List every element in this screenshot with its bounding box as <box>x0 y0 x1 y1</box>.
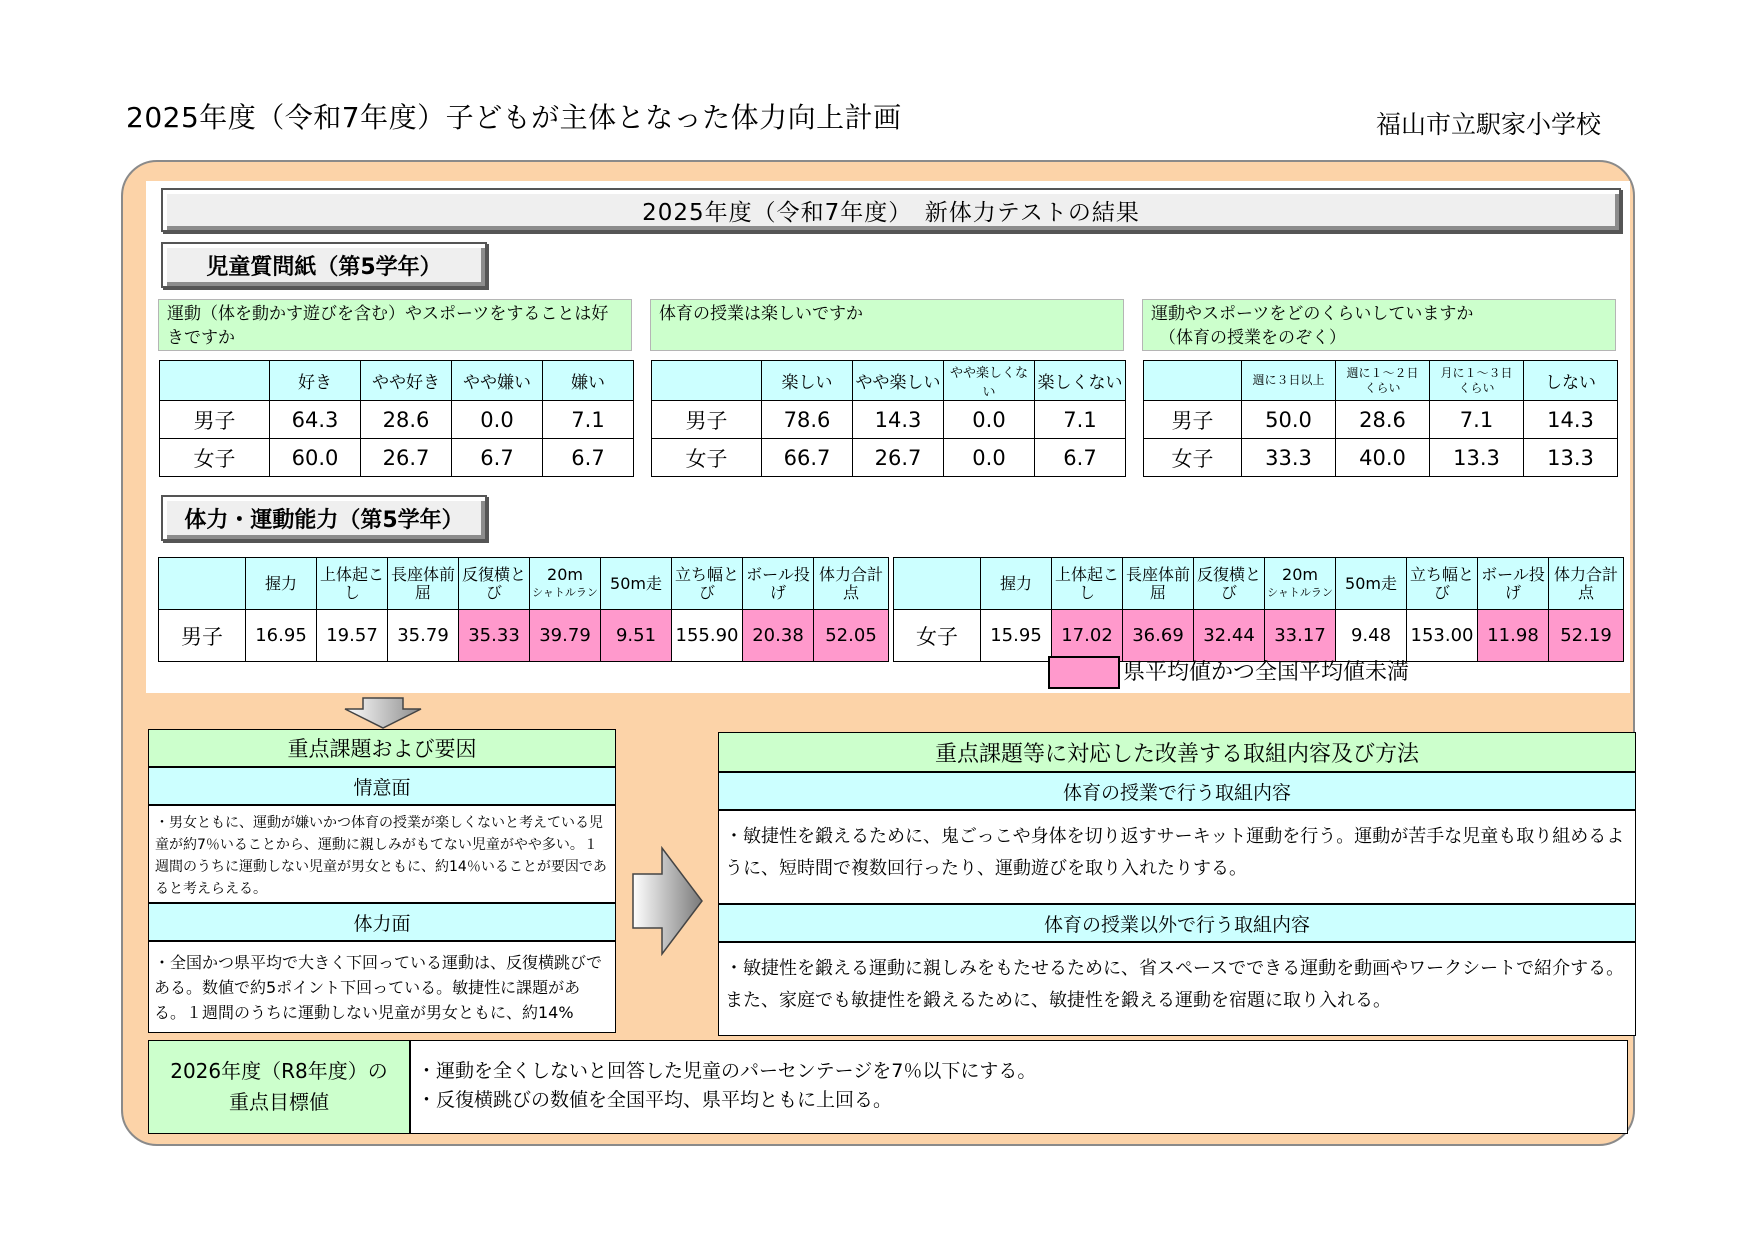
table-row <box>894 610 1624 662</box>
fitness-cell: 35.79 <box>388 610 459 662</box>
header-line: 週に１～２日 <box>1346 365 1419 380</box>
header-cell <box>530 558 601 610</box>
header-cell: 体力合計点 <box>1549 558 1624 610</box>
header-cell: ボール投げ <box>743 558 814 610</box>
header-cell: ボール投げ <box>1478 558 1549 610</box>
table-header-row <box>894 558 1624 610</box>
header-cell <box>652 361 762 401</box>
header-cell: 握力 <box>246 558 317 610</box>
emotional-text: ・男女ともに、運動が嫌いかつ体育の授業が楽しくないと考えている児童が約7％いることから、運動に親しみがもてない児童がやや多い。１週間のうちに運動しない児童が男女ともに、約14％いることが要因であると考えらえる。 <box>148 805 616 903</box>
fitness-cell: 15.95 <box>981 610 1052 662</box>
header-cell <box>1265 558 1336 610</box>
table-cell: 6.7 <box>452 439 543 477</box>
fitness-cell: 52.19 <box>1549 610 1624 662</box>
table-cell: 0.0 <box>944 439 1035 477</box>
questionnaire-heading: 児童質問紙（第5学年） <box>161 242 487 288</box>
table-cell: 66.7 <box>762 439 853 477</box>
table-row <box>1144 439 1618 477</box>
header-subline: シャトルラン <box>532 585 598 599</box>
school-name: 福山市立駅家小学校 <box>1376 110 1602 139</box>
other-heading: 体育の授業以外で行う取組内容 <box>718 904 1636 942</box>
fitness-cell: 11.98 <box>1478 610 1549 662</box>
fitness-cell: 32.44 <box>1194 610 1265 662</box>
header-cell: 嫌い <box>543 361 634 401</box>
header-cell: 好き <box>270 361 361 401</box>
header-subline: くらい <box>1364 380 1401 395</box>
right-arrow-icon <box>632 846 704 956</box>
table-cell: 64.3 <box>270 401 361 439</box>
table-cell: 13.3 <box>1524 439 1618 477</box>
row-label: 男子 <box>159 610 246 662</box>
fitness-table-girls <box>893 557 1624 662</box>
header-cell: 週に３日以上 <box>1242 361 1336 401</box>
header-cell: 立ち幅とび <box>672 558 743 610</box>
table-header-row <box>652 361 1126 401</box>
question-2-table <box>651 360 1126 477</box>
fitness-cell: 17.02 <box>1052 610 1123 662</box>
header-cell: 上体起こし <box>317 558 388 610</box>
fitness-cell: 20.38 <box>743 610 814 662</box>
header-cell: 体力合計点 <box>814 558 889 610</box>
header-subline: シャトルラン <box>1267 585 1333 599</box>
table-cell: 0.0 <box>944 401 1035 439</box>
header-cell <box>1144 361 1242 401</box>
header-cell <box>1430 361 1524 401</box>
table-cell: 78.6 <box>762 401 853 439</box>
target-label-line-1: 2026年度（R8年度）の <box>170 1059 388 1083</box>
row-label: 女子 <box>652 439 762 477</box>
table-header-row <box>1144 361 1618 401</box>
header-line: 20m <box>547 564 583 584</box>
header-cell <box>160 361 270 401</box>
fitness-cell: 36.69 <box>1123 610 1194 662</box>
header-cell <box>894 558 981 610</box>
fitness-table-boys <box>158 557 889 662</box>
target-item: ・運動を全くしないと回答した児童のパーセンテージを7％以下にする。 <box>417 1060 1037 1082</box>
table-cell: 6.7 <box>543 439 634 477</box>
header-cell: しない <box>1524 361 1618 401</box>
table-header-row <box>159 558 889 610</box>
row-label: 女子 <box>160 439 270 477</box>
physical-text: ・全国かつ県平均で大きく下回っている運動は、反復横跳びである。数値で約5ポイント下回っている。敏捷性に課題がある。１週間のうちに運動しない児童が男女ともに、約14% <box>148 941 616 1033</box>
header-cell: やや楽しくない <box>944 361 1035 401</box>
legend-label: 県平均値かつ全国平均値未満 <box>1123 660 1410 685</box>
header-cell: 上体起こし <box>1052 558 1123 610</box>
table-cell: 28.6 <box>1336 401 1430 439</box>
target-box <box>410 1040 1628 1134</box>
question-1-text: 運動（体を動かす遊びを含む）やスポーツをすることは好きですか <box>158 299 632 351</box>
table-cell: 7.1 <box>1430 401 1524 439</box>
table-row <box>160 439 634 477</box>
header-cell: 握力 <box>981 558 1052 610</box>
table-cell: 14.3 <box>853 401 944 439</box>
question-3-text <box>1142 299 1616 351</box>
target-label-line-2: 重点目標値 <box>229 1090 329 1114</box>
row-label: 男子 <box>160 401 270 439</box>
fitness-cell: 33.17 <box>1265 610 1336 662</box>
fitness-cell: 155.90 <box>672 610 743 662</box>
fitness-cell: 19.57 <box>317 610 388 662</box>
table-cell: 7.1 <box>543 401 634 439</box>
fitness-cell: 9.48 <box>1336 610 1407 662</box>
header-cell: 長座体前屈 <box>1123 558 1194 610</box>
question-3-line-2: （体育の授業をのぞく） <box>1159 328 1346 348</box>
header-cell: やや嫌い <box>452 361 543 401</box>
fitness-cell: 52.05 <box>814 610 889 662</box>
pe-heading: 体育の授業で行う取組内容 <box>718 772 1636 810</box>
table-cell: 40.0 <box>1336 439 1430 477</box>
header-line: 月に１～３日 <box>1440 365 1513 380</box>
table-cell: 26.7 <box>361 439 452 477</box>
table-cell: 6.7 <box>1035 439 1126 477</box>
table-cell: 28.6 <box>361 401 452 439</box>
document-title: 2025年度（令和7年度）子どもが主体となった体力向上計画 <box>126 101 902 134</box>
question-1-table <box>159 360 634 477</box>
measures-title: 重点課題等に対応した改善する取組内容及び方法 <box>718 732 1636 772</box>
table-row <box>652 401 1126 439</box>
other-text: ・敏捷性を鍛える運動に親しみをもたせるために、省スペースでできる運動を動画やワークシートで紹介する。また、家庭でも敏捷性を鍛えるために、敏捷性を鍛える運動を宿題に取り入れる。 <box>718 942 1636 1036</box>
question-3-line-1: 運動やスポーツをどのくらいしていますか <box>1151 304 1474 324</box>
table-row <box>1144 401 1618 439</box>
header-cell: 楽しくない <box>1035 361 1126 401</box>
header-cell <box>1336 361 1430 401</box>
header-cell: 立ち幅とび <box>1407 558 1478 610</box>
row-label: 女子 <box>1144 439 1242 477</box>
table-cell: 7.1 <box>1035 401 1126 439</box>
question-3-table <box>1143 360 1618 477</box>
question-2-text: 体育の授業は楽しいですか <box>650 299 1124 351</box>
header-cell: 50m走 <box>601 558 672 610</box>
header-cell: 反復横とび <box>459 558 530 610</box>
header-line: 20m <box>1282 564 1318 584</box>
table-row <box>159 610 889 662</box>
header-cell: 長座体前屈 <box>388 558 459 610</box>
pe-text: ・敏捷性を鍛えるために、鬼ごっこや身体を切り返すサーキット運動を行う。運動が苦手な児童も取り組めるように、短時間で複数回行ったり、運動遊びを取り入れたりする。 <box>718 810 1636 904</box>
down-arrow-icon <box>343 697 423 729</box>
table-header-row <box>160 361 634 401</box>
header-subline: くらい <box>1458 380 1495 395</box>
fitness-cell: 153.00 <box>1407 610 1478 662</box>
table-cell: 26.7 <box>853 439 944 477</box>
table-cell: 50.0 <box>1242 401 1336 439</box>
emotional-heading: 情意面 <box>148 767 616 805</box>
fitness-cell: 9.51 <box>601 610 672 662</box>
row-label: 男子 <box>1144 401 1242 439</box>
table-cell: 13.3 <box>1430 439 1524 477</box>
fitness-cell: 39.79 <box>530 610 601 662</box>
row-label: 男子 <box>652 401 762 439</box>
issues-title: 重点課題および要因 <box>148 729 616 767</box>
legend-swatch <box>1048 656 1120 689</box>
fitness-cell: 16.95 <box>246 610 317 662</box>
table-cell: 0.0 <box>452 401 543 439</box>
results-title: 2025年度（令和7年度） 新体力テストの結果 <box>161 188 1621 232</box>
table-cell: 14.3 <box>1524 401 1618 439</box>
header-cell: 楽しい <box>762 361 853 401</box>
table-row <box>160 401 634 439</box>
row-label: 女子 <box>894 610 981 662</box>
header-cell: 50m走 <box>1336 558 1407 610</box>
target-label <box>148 1040 410 1134</box>
header-cell <box>159 558 246 610</box>
physical-heading: 体力面 <box>148 903 616 941</box>
table-cell: 60.0 <box>270 439 361 477</box>
fitness-cell: 35.33 <box>459 610 530 662</box>
table-cell: 33.3 <box>1242 439 1336 477</box>
header-cell: やや好き <box>361 361 452 401</box>
table-row <box>652 439 1126 477</box>
target-item: ・反復横跳びの数値を全国平均、県平均ともに上回る。 <box>417 1089 893 1111</box>
fitness-heading: 体力・運動能力（第5学年） <box>161 495 487 541</box>
header-cell: 反復横とび <box>1194 558 1265 610</box>
header-cell: やや楽しい <box>853 361 944 401</box>
